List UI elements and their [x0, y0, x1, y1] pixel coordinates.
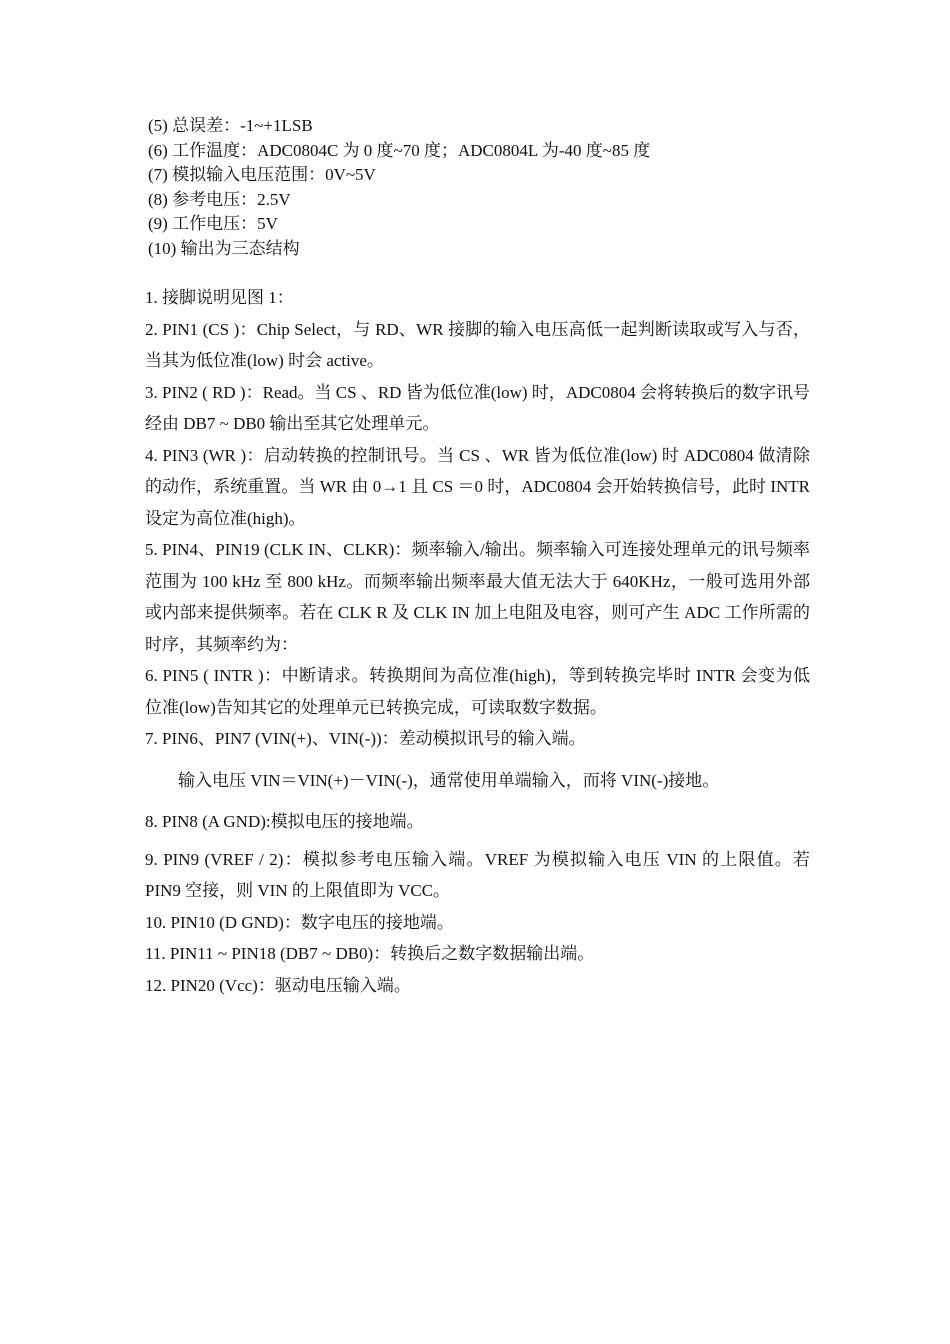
spec-item: (7) 模拟输入电压范围：0V~5V	[148, 165, 376, 185]
spec-item: (9) 工作电压：5V	[148, 214, 278, 234]
paragraph-pin6-pin7: 7. PIN6、PIN7 (VIN(+)、VIN(-))：差动模拟讯号的输入端。	[145, 729, 586, 748]
spec-item: (5) 总误差：-1~+1LSB	[148, 116, 313, 135]
paragraph-pin-intro: 1. 接脚说明见图 1：	[145, 288, 294, 307]
paragraph-pin20: 12. PIN20 (Vcc)：驱动电压输入端。	[145, 975, 411, 995]
paragraph-pin3: 4. PIN3 (WR )：启动转换的控制讯号。当 CS 、WR 皆为低位准(low) 时 ADC0804 做清除的动作，系统重置。当 WR 由 0→1 且 CS ＝0 时，ADC0804 会开始转换信号，此时 INTR 设定为高位准(high)。	[145, 445, 810, 528]
paragraph-pin11-pin18: 11. PIN11 ~ PIN18 (DB7 ~ DB0)：转换后之数字数据输出端。	[145, 944, 595, 963]
spec-item: (8) 参考电压：2.5V	[148, 189, 291, 209]
paragraph-pin1: 2. PIN1 (CS )：Chip Select，与 RD、WR 接脚的输入电压高低一起判断读取或写入与否，当其为低位准(low) 时会 active。	[145, 319, 810, 370]
spec-list	[148, 114, 828, 262]
pin-description-section	[145, 282, 810, 1001]
paragraph-vin-note: 输入电压 VIN＝VIN(+)－VIN(-)，通常使用单端输入，而将 VIN(-)接地。	[178, 770, 720, 790]
paragraph-pin8: 8. PIN8 (A GND):模拟电压的接地端。	[145, 812, 424, 831]
paragraph-pin5: 6. PIN5 ( INTR )：中断请求。转换期间为高位准(high)，等到转换完毕时 INTR 会变为低位准(low)告知其它的处理单元已转换完成，可读取数字数据。	[145, 666, 810, 717]
spec-item: (6) 工作温度：ADC0804C 为 0 度~70 度；ADC0804L 为-40 度~85 度	[148, 140, 651, 160]
paragraph-pin2: 3. PIN2 ( RD )：Read。当 CS 、RD 皆为低位准(low) 时，ADC0804 会将转换后的数字讯号经由 DB7 ~ DB0 输出至其它处理单元。	[145, 382, 810, 433]
paragraph-pin9: 9. PIN9 (VREF / 2)：模拟参考电压输入端。VREF 为模拟输入电压 VIN 的上限值。若 PIN9 空接，则 VIN 的上限值即为 VCC。	[145, 849, 810, 900]
paragraph-pin4-pin19: 5. PIN4、PIN19 (CLK IN、CLKR)：频率输入/输出。频率输入可连接处理单元的讯号频率范围为 100 kHz 至 800 kHz。而频率输出频率最大值无法大于 640KHz，一般可选用外部或内部来提供频率。若在 CLK R 及 CLK IN 加上电阻及电容，则可产生 ADC 工作所需的时序，其频率约为：	[145, 540, 810, 654]
paragraph-pin10: 10. PIN10 (D GND)：数字电压的接地端。	[145, 912, 454, 932]
spec-item: (10) 输出为三态结构	[148, 238, 300, 258]
